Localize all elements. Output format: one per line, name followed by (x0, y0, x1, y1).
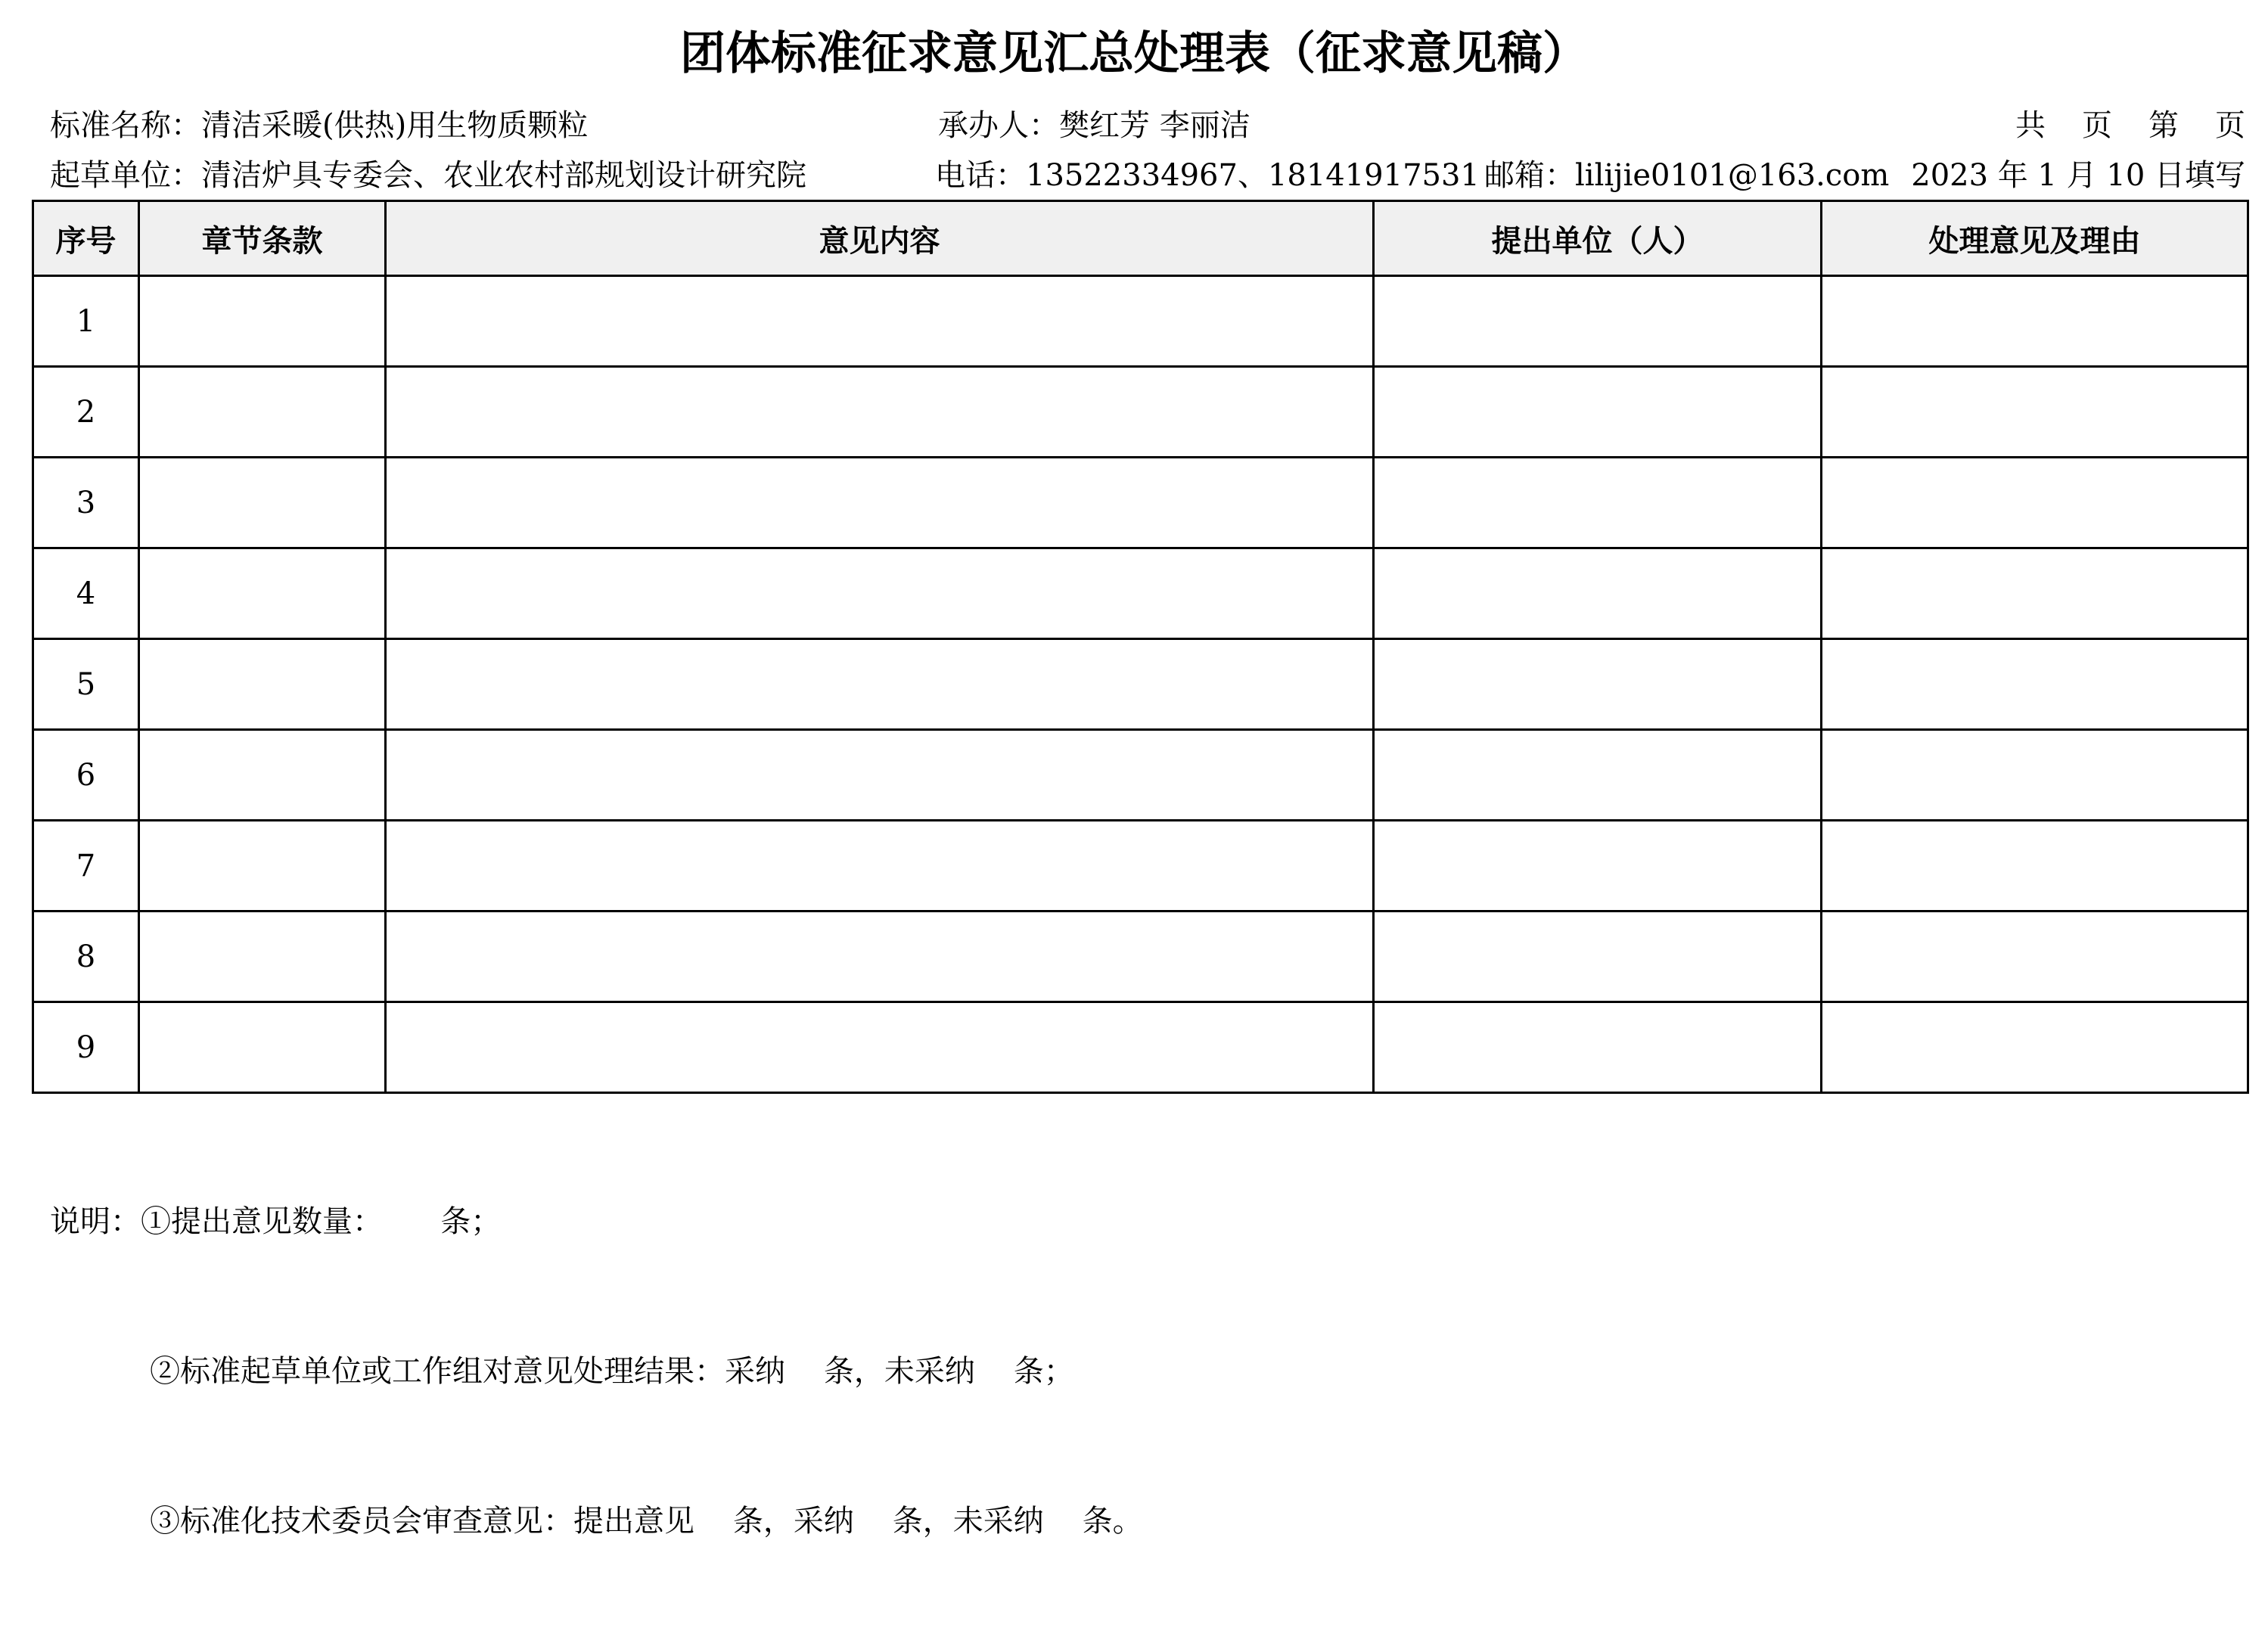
undertaker: 承办人：樊红芳 李丽洁 (938, 108, 1251, 143)
opinion-cell[interactable] (386, 367, 1374, 458)
phone-number: 电话：13522334967、18141917531 (935, 158, 1480, 193)
opinion-cell[interactable] (386, 1002, 1374, 1093)
header-opinion-content: 意见内容 (386, 201, 1374, 276)
submitter-cell[interactable] (1374, 730, 1822, 821)
reason-cell[interactable] (1822, 912, 2248, 1002)
submitter-cell[interactable] (1374, 639, 1822, 730)
opinion-cell[interactable] (386, 912, 1374, 1002)
table-row (33, 367, 2248, 458)
clause-cell[interactable] (139, 639, 386, 730)
table-row (33, 1002, 2248, 1093)
clause-cell[interactable] (139, 548, 386, 639)
submitter-cell[interactable] (1374, 276, 1822, 367)
reason-cell[interactable] (1822, 276, 2248, 367)
note-drafter-result: ②标准起草单位或工作组对意见处理结果：采纳 条，未采纳 条； (150, 1354, 1074, 1389)
clause-cell[interactable] (139, 276, 386, 367)
row-number: 1 (33, 276, 139, 367)
page-current-label: 第 (2148, 108, 2179, 143)
note-committee-review: ③标准化技术委员会审查意见：提出意见 条，采纳 条，未采纳 条。 (150, 1504, 1143, 1539)
table-row (33, 458, 2248, 548)
reason-cell[interactable] (1822, 548, 2248, 639)
opinion-cell[interactable] (386, 458, 1374, 548)
header-submitter: 提出单位（人） (1374, 201, 1822, 276)
row-number: 8 (33, 912, 139, 1002)
drafting-unit: 起草单位：清洁炉具专委会、农业农村部规划设计研究院 (50, 158, 806, 193)
reason-cell[interactable] (1822, 1002, 2248, 1093)
table-row (33, 730, 2248, 821)
table-row (33, 639, 2248, 730)
submitter-cell[interactable] (1374, 458, 1822, 548)
clause-cell[interactable] (139, 821, 386, 912)
clause-cell[interactable] (139, 458, 386, 548)
submitter-cell[interactable] (1374, 548, 1822, 639)
row-number: 9 (33, 1002, 139, 1093)
table-row (33, 548, 2248, 639)
row-number: 6 (33, 730, 139, 821)
reason-cell[interactable] (1822, 730, 2248, 821)
opinion-cell[interactable] (386, 639, 1374, 730)
submitter-cell[interactable] (1374, 821, 1822, 912)
submitter-cell[interactable] (1374, 367, 1822, 458)
header-serial-no: 序号 (33, 201, 139, 276)
table-header-row (33, 201, 2248, 276)
page-total-unit: 页 (2082, 108, 2112, 143)
page-title: 团体标准征求意见汇总处理表（征求意见稿） (680, 27, 1588, 80)
row-number: 2 (33, 367, 139, 458)
page-count (2015, 103, 2245, 148)
opinion-cell[interactable] (386, 730, 1374, 821)
reason-cell[interactable] (1822, 821, 2248, 912)
email-address: 邮箱：lilijie0101@163.com (1484, 158, 1890, 193)
clause-cell[interactable] (139, 912, 386, 1002)
opinion-cell[interactable] (386, 548, 1374, 639)
page-total-label: 共 (2015, 108, 2046, 143)
reason-cell[interactable] (1822, 458, 2248, 548)
header-clause: 章节条款 (139, 201, 386, 276)
notes-section (50, 1097, 1143, 1646)
standard-name: 标准名称：清洁采暖(供热)用生物质颗粒 (50, 108, 589, 143)
clause-cell[interactable] (139, 730, 386, 821)
row-number: 5 (33, 639, 139, 730)
submitter-cell[interactable] (1374, 1002, 1822, 1093)
clause-cell[interactable] (139, 367, 386, 458)
header-handling-reason: 处理意见及理由 (1822, 201, 2248, 276)
row-number: 7 (33, 821, 139, 912)
table-row (33, 276, 2248, 367)
reason-cell[interactable] (1822, 639, 2248, 730)
fill-date: 2023 年 1 月 10 日填写 (1911, 158, 2245, 193)
submitter-cell[interactable] (1374, 912, 1822, 1002)
opinion-table (32, 200, 2249, 1094)
row-number: 4 (33, 548, 139, 639)
table-row (33, 912, 2248, 1002)
table-row (33, 821, 2248, 912)
note-opinion-count: 说明：①提出意见数量： 条； (50, 1204, 502, 1239)
reason-cell[interactable] (1822, 367, 2248, 458)
opinion-cell[interactable] (386, 821, 1374, 912)
opinion-cell[interactable] (386, 276, 1374, 367)
page-current-unit: 页 (2215, 108, 2245, 143)
clause-cell[interactable] (139, 1002, 386, 1093)
row-number: 3 (33, 458, 139, 548)
